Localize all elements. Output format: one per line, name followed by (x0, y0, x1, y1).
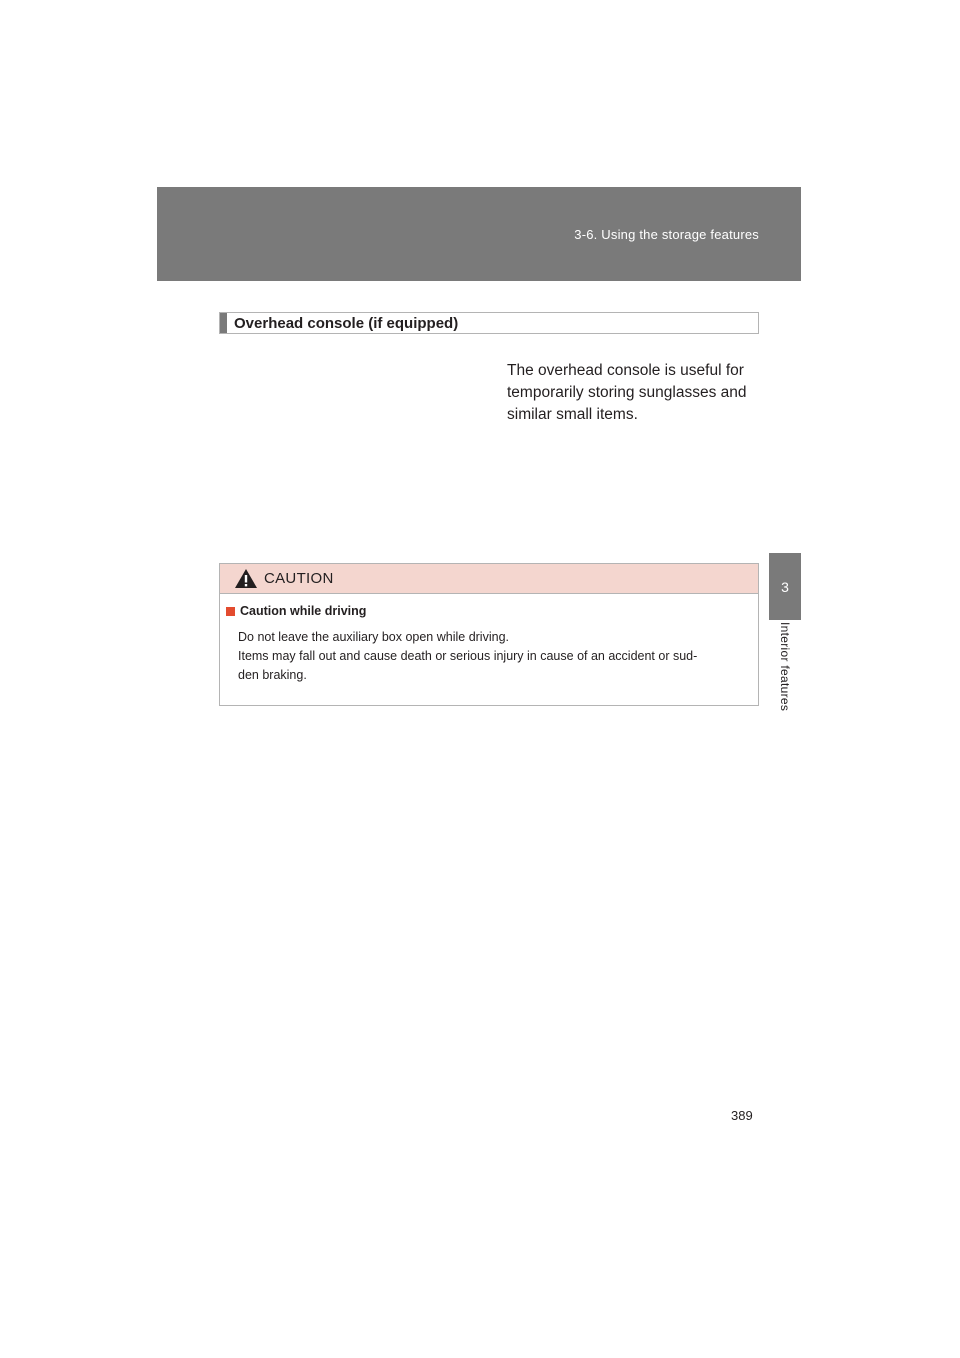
warning-triangle-icon (234, 568, 258, 589)
description-line: temporarily storing sunglasses and (507, 384, 747, 401)
chapter-tab (769, 553, 801, 620)
caution-title: CAUTION (264, 570, 334, 587)
description-line: The overhead console is useful for (507, 362, 744, 379)
header-band (157, 187, 801, 281)
caution-body (220, 594, 758, 685)
caution-header (220, 564, 758, 594)
section-heading (219, 312, 759, 334)
square-bullet-icon (226, 607, 235, 616)
page-number: 389 (731, 1108, 753, 1123)
caution-box (219, 563, 759, 706)
description-line: similar small items. (507, 406, 638, 423)
section-title: Overhead console (if equipped) (234, 314, 459, 332)
section-breadcrumb: 3-6. Using the storage features (574, 227, 759, 242)
chapter-number: 3 (781, 578, 789, 595)
caution-text (238, 628, 750, 685)
caution-item-heading (226, 604, 750, 618)
section-description (507, 360, 759, 426)
caution-line: den braking. (238, 668, 307, 682)
caution-line: Do not leave the auxiliary box open while driving. (238, 630, 509, 644)
chapter-label-container (769, 622, 801, 742)
caution-line: Items may fall out and cause death or serious injury in cause of an accident or sud- (238, 649, 698, 663)
chapter-label: Interior features (778, 622, 792, 712)
caution-item-title: Caution while driving (240, 604, 367, 618)
heading-accent-bar (220, 313, 227, 333)
